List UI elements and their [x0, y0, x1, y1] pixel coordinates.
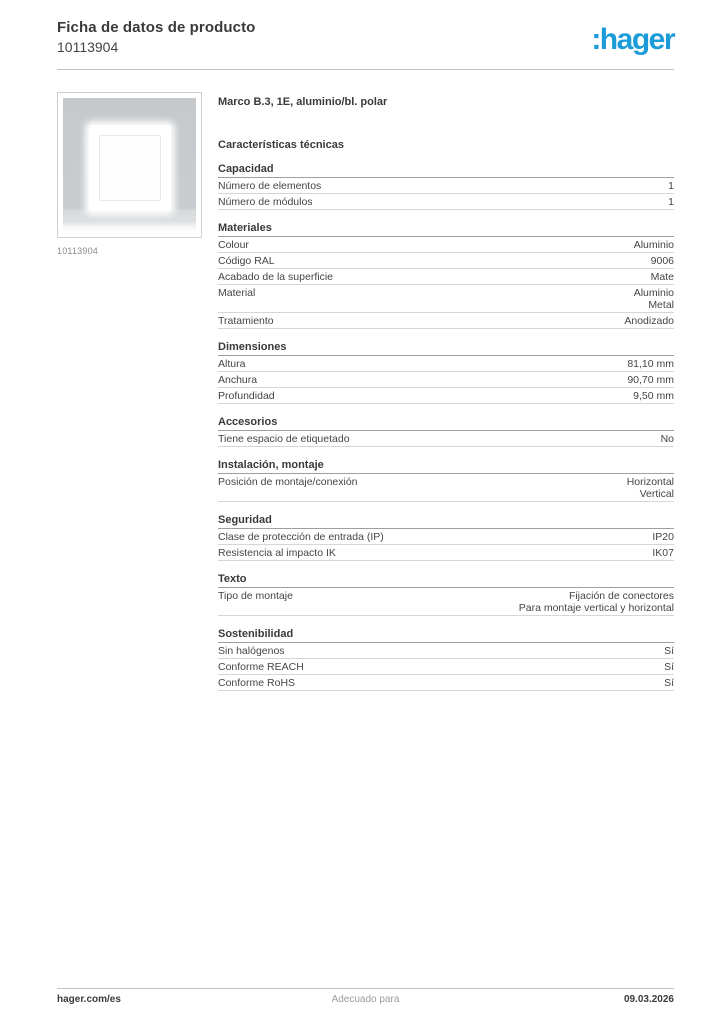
product-image [57, 92, 202, 238]
section-title: Accesorios [218, 416, 674, 431]
footer-website-link[interactable]: hager.com/es [57, 994, 121, 1005]
spec-row [218, 431, 674, 447]
footer-suitable-for-label: Adecuado para [331, 994, 400, 1005]
spec-value: 81,10 mm [627, 358, 674, 370]
spec-value: 1 [668, 196, 674, 208]
header-divider [57, 69, 674, 70]
spec-label: Código RAL [218, 255, 275, 267]
spec-label: Número de módulos [218, 196, 313, 208]
spec-row [218, 372, 674, 388]
spec-label: Tiene espacio de etiquetado [218, 433, 350, 445]
spec-label: Número de elementos [218, 180, 322, 192]
spec-row [218, 285, 674, 313]
section-title: Seguridad [218, 514, 674, 529]
spec-row [218, 529, 674, 545]
page-footer [57, 994, 674, 1005]
footer-date: 09.03.2026 [623, 994, 674, 1005]
spec-row [218, 659, 674, 675]
spec-label: Tratamiento [218, 315, 274, 327]
spec-section [218, 628, 674, 691]
section-title: Instalación, montaje [218, 459, 674, 474]
spec-label: Resistencia al impacto IK [218, 547, 336, 559]
spec-section [218, 341, 674, 404]
spec-row [218, 545, 674, 561]
section-title: Texto [218, 573, 674, 588]
hager-logo: :hager [591, 23, 674, 56]
spec-label: Profundidad [218, 390, 275, 402]
footer-divider [57, 988, 674, 989]
frame-opening [99, 135, 161, 201]
spec-label: Sin halógenos [218, 645, 285, 657]
spec-value: Mate [650, 271, 674, 283]
spec-row [218, 474, 674, 502]
spec-value: Sí [664, 645, 674, 657]
spec-label: Altura [218, 358, 246, 370]
spec-section [218, 514, 674, 561]
spec-row [218, 269, 674, 285]
spec-value: No [660, 433, 674, 445]
spec-row [218, 675, 674, 691]
spec-row [218, 388, 674, 404]
spec-value: Anodizado [624, 315, 674, 327]
spec-label: Colour [218, 239, 249, 251]
spec-label: Material [218, 287, 256, 299]
spec-row [218, 253, 674, 269]
spec-value: Horizontal Vertical [626, 476, 674, 500]
white-inner-frame [89, 125, 171, 211]
product-image-column [57, 92, 202, 691]
spec-value: 9,50 mm [633, 390, 674, 402]
spec-value: Aluminio Metal [633, 287, 674, 311]
section-title: Capacidad [218, 163, 674, 178]
spec-label: Tipo de montaje [218, 590, 293, 602]
spec-label: Conforme RoHS [218, 677, 296, 689]
page-header [57, 19, 674, 55]
spec-row [218, 178, 674, 194]
spec-section [218, 573, 674, 616]
spec-label: Acabado de la superficie [218, 271, 333, 283]
product-reference: 10113904 [57, 39, 119, 55]
spec-section [218, 416, 674, 447]
spec-label: Posición de montaje/conexión [218, 476, 358, 488]
spec-value: Sí [664, 661, 674, 673]
tech-characteristics-title: Características técnicas [218, 139, 344, 151]
spec-value: IP20 [652, 531, 674, 543]
spec-value: IK07 [652, 547, 674, 559]
content-area [57, 92, 674, 691]
spec-label: Clase de protección de entrada (IP) [218, 531, 384, 543]
spec-value: 1 [668, 180, 674, 192]
spec-label: Anchura [218, 374, 258, 386]
product-image-caption: 10113904 [57, 246, 98, 256]
section-title: Dimensiones [218, 341, 674, 356]
spec-row [218, 588, 674, 616]
spec-row [218, 313, 674, 329]
spec-column [218, 92, 674, 691]
aluminium-frame-photo [63, 98, 196, 232]
spec-value: Sí [664, 677, 674, 689]
spec-row [218, 237, 674, 253]
page-title: Ficha de datos de producto [57, 19, 256, 36]
product-name: Marco B.3, 1E, aluminio/bl. polar [218, 96, 388, 108]
spec-label: Conforme REACH [218, 661, 304, 673]
spec-row [218, 194, 674, 210]
spec-value: 90,70 mm [627, 374, 674, 386]
section-title: Materiales [218, 222, 674, 237]
spec-row [218, 643, 674, 659]
section-title: Sostenibilidad [218, 628, 674, 643]
spec-value: Fijación de conectores Para montaje vertical y horizontal [518, 590, 674, 614]
spec-sections [218, 163, 674, 691]
spec-row [218, 356, 674, 372]
spec-section [218, 222, 674, 329]
spec-section [218, 459, 674, 502]
header-text-block [57, 19, 255, 55]
spec-section [218, 163, 674, 210]
spec-value: 9006 [650, 255, 674, 267]
spec-value: Aluminio [633, 239, 674, 251]
